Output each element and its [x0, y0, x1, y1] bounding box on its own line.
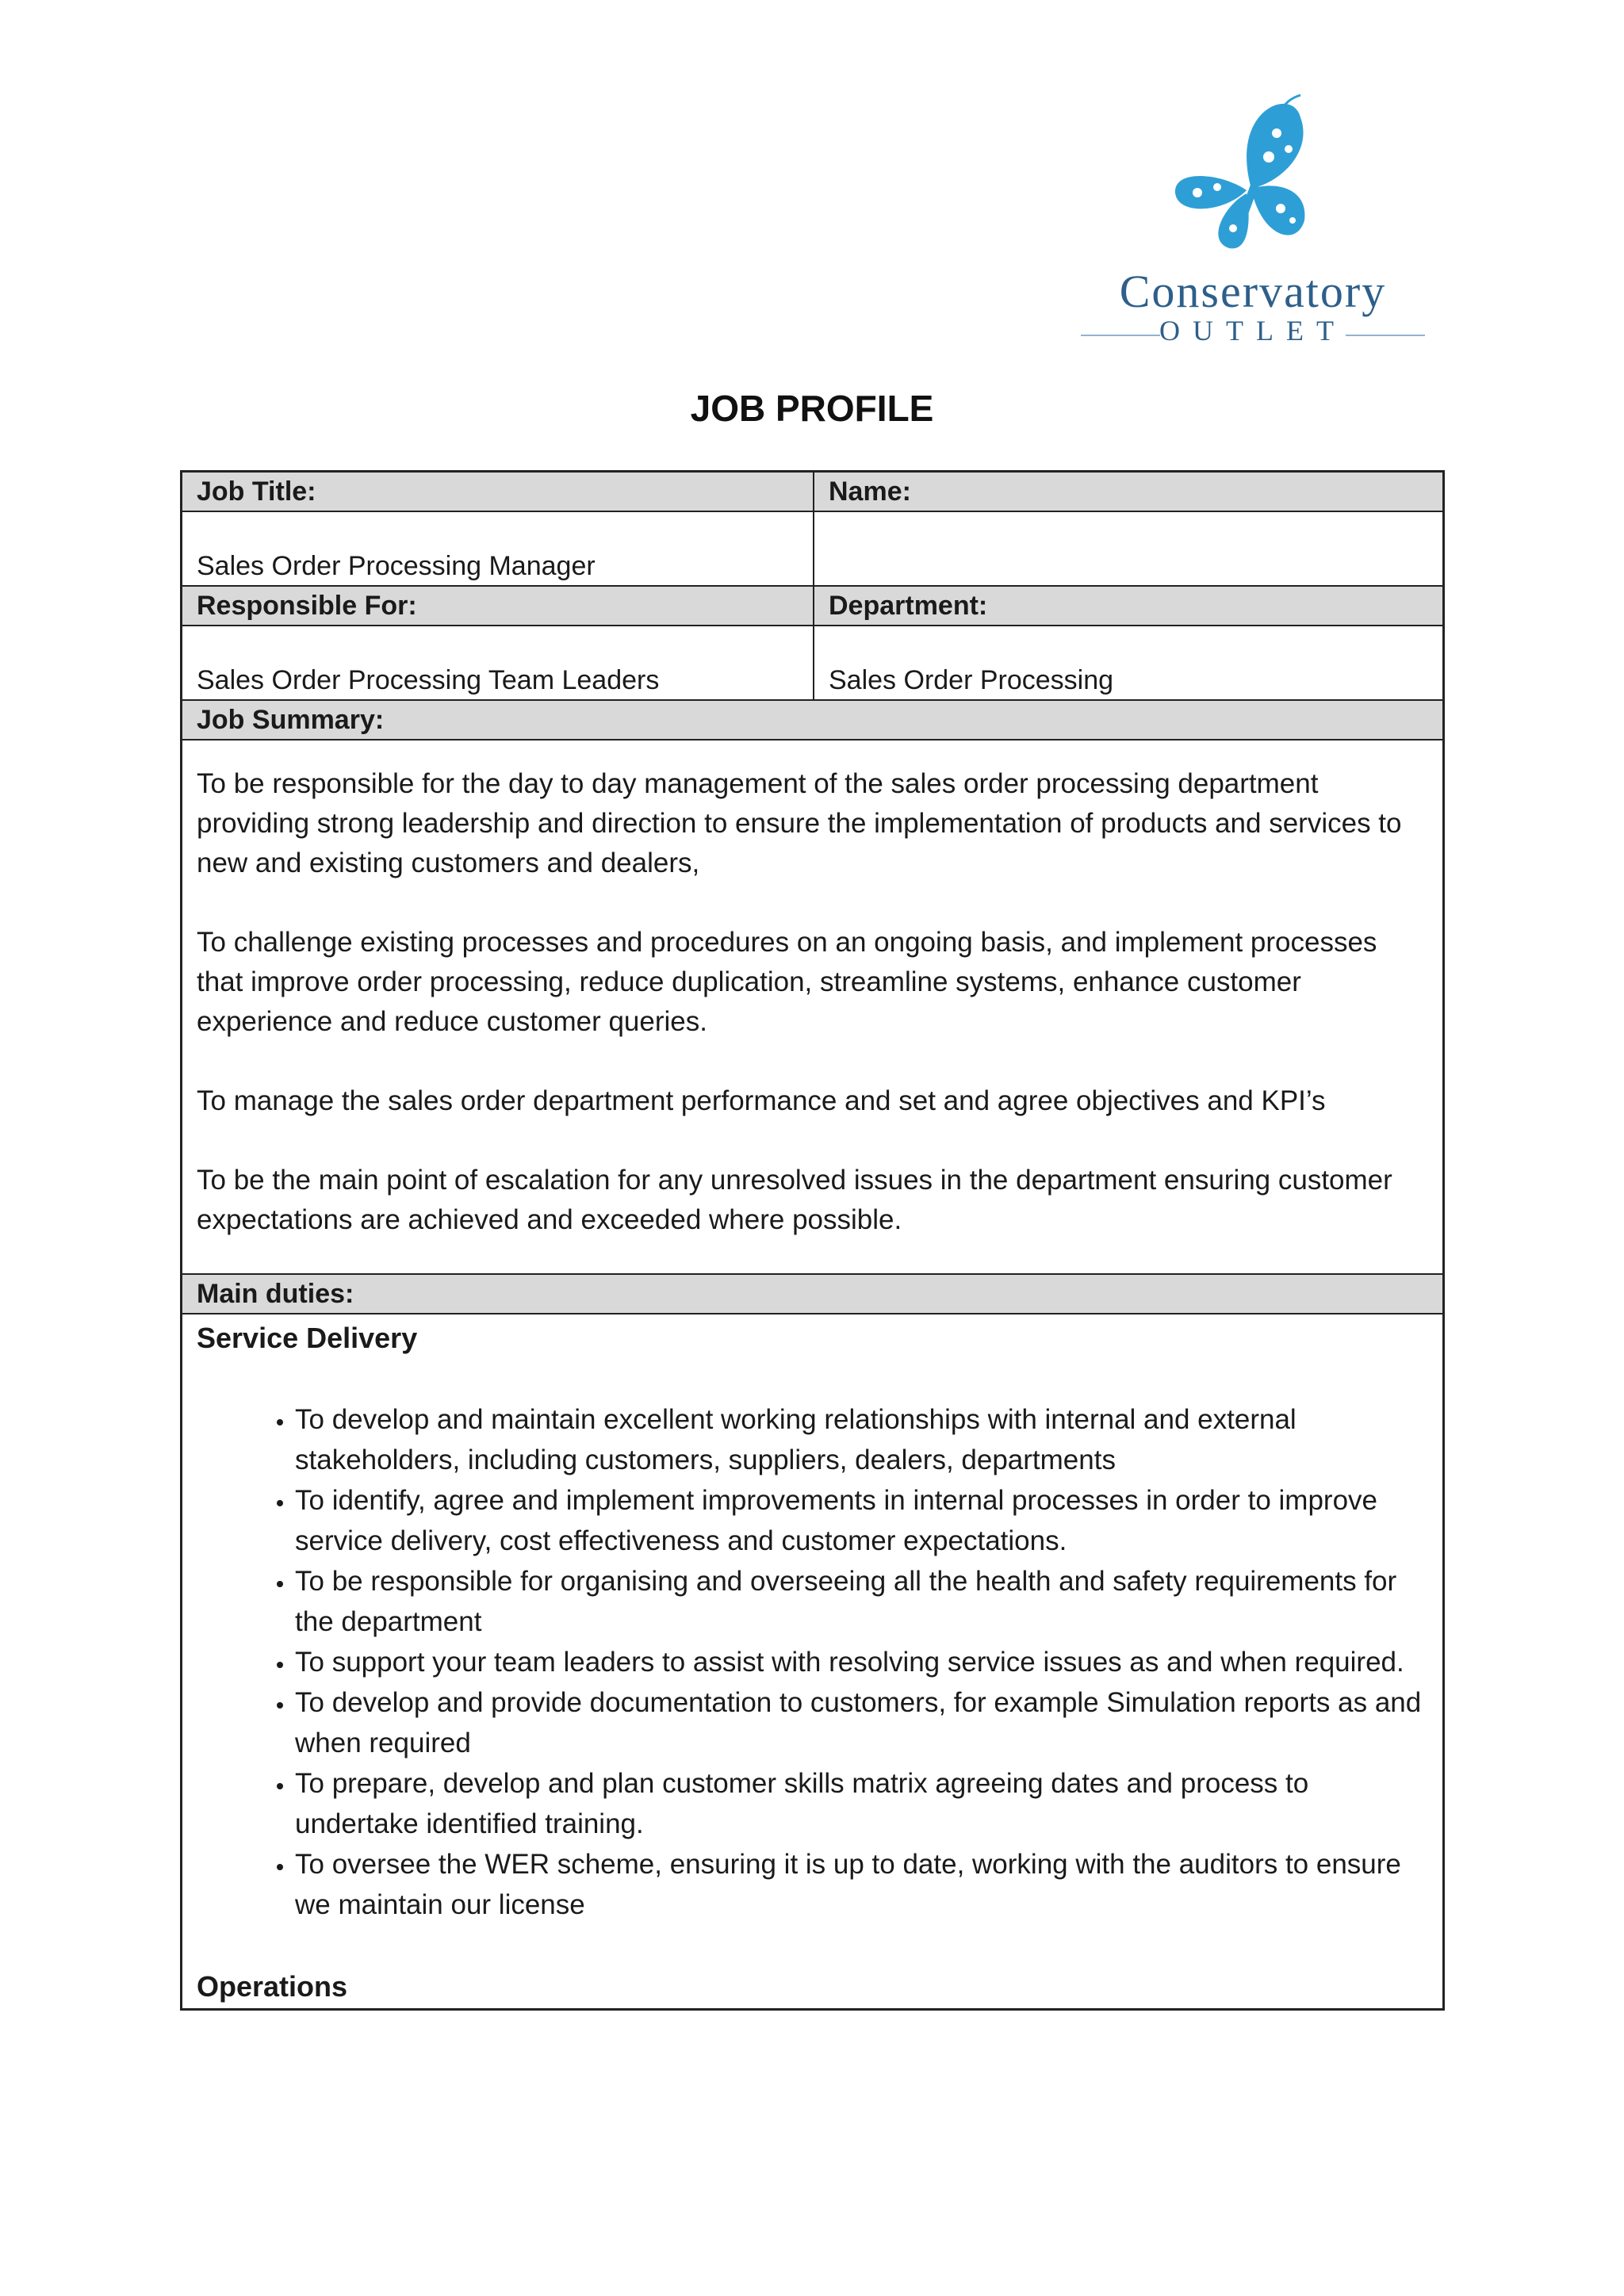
- name-label: Name:: [814, 473, 1442, 511]
- list-item: • To support your team leaders to assist with resolving service issues as and when required.: [295, 1642, 1428, 1682]
- job-title-value: Sales Order Processing Manager: [182, 512, 814, 585]
- list-item: • To develop and maintain excellent working relationships with internal and external stakeholders, including customers, suppliers, dealers, departments: [295, 1399, 1428, 1480]
- summary-paragraph: To be responsible for the day to day management of the sales order processing department providing strong leadership and direction to ensure the implementation of products and services to new and existing customers and dealers,: [197, 768, 1402, 878]
- job-summary-label: Job Summary:: [182, 701, 1442, 739]
- list-item: • To oversee the WER scheme, ensuring it is up to date, working with the auditors to ensure we maintain our license: [295, 1844, 1428, 1925]
- department-value: Sales Order Processing: [829, 665, 1114, 695]
- job-summary-body: [182, 740, 1442, 1273]
- logo-wordmark: Conservatory: [1119, 266, 1387, 317]
- list-item: • To prepare, develop and plan customer skills matrix agreeing dates and process to undertake identified training.: [295, 1763, 1428, 1844]
- duties-list: [197, 1399, 1428, 1925]
- company-logo: [1074, 94, 1431, 347]
- list-item: • To identify, agree and implement improvements in internal processes in order to improve service delivery, cost effectiveness and customer expectations.: [295, 1480, 1428, 1561]
- butterfly-icon: [1158, 94, 1348, 260]
- main-duties-label: Main duties:: [182, 1275, 1442, 1313]
- section-heading-operations: Operations: [197, 1970, 348, 2003]
- list-item: • To develop and provide documentation to customers, for example Simulation reports as and when required: [295, 1682, 1428, 1763]
- section-heading-service-delivery: Service Delivery: [197, 1322, 418, 1354]
- logo-subtitle: OUTLET: [1074, 314, 1431, 362]
- summary-paragraph: To be the main point of escalation for any unresolved issues in the department ensuring customer expectations are achieved and exceeded where possible.: [197, 1165, 1392, 1235]
- department-label: Department:: [814, 587, 1442, 625]
- list-item: • To be responsible for organising and overseeing all the health and safety requirements for the department: [295, 1561, 1428, 1642]
- summary-paragraph: To manage the sales order department performance and set and agree objectives and KPI’s: [197, 1085, 1326, 1116]
- name-value: [814, 512, 1442, 585]
- summary-paragraph: To challenge existing processes and procedures on an ongoing basis, and implement processes that improve order processing, reduce duplication, streamline systems, enhance customer experience and reduce customer queries.: [197, 927, 1377, 1037]
- page-title: JOB PROFILE: [690, 388, 934, 429]
- responsible-for-value: Sales Order Processing Team Leaders: [182, 626, 814, 699]
- responsible-for-label: Responsible For:: [182, 587, 814, 625]
- job-profile-table: [180, 470, 1445, 2011]
- job-title-label: Job Title:: [182, 473, 814, 511]
- main-duties-body: [182, 1314, 1442, 2008]
